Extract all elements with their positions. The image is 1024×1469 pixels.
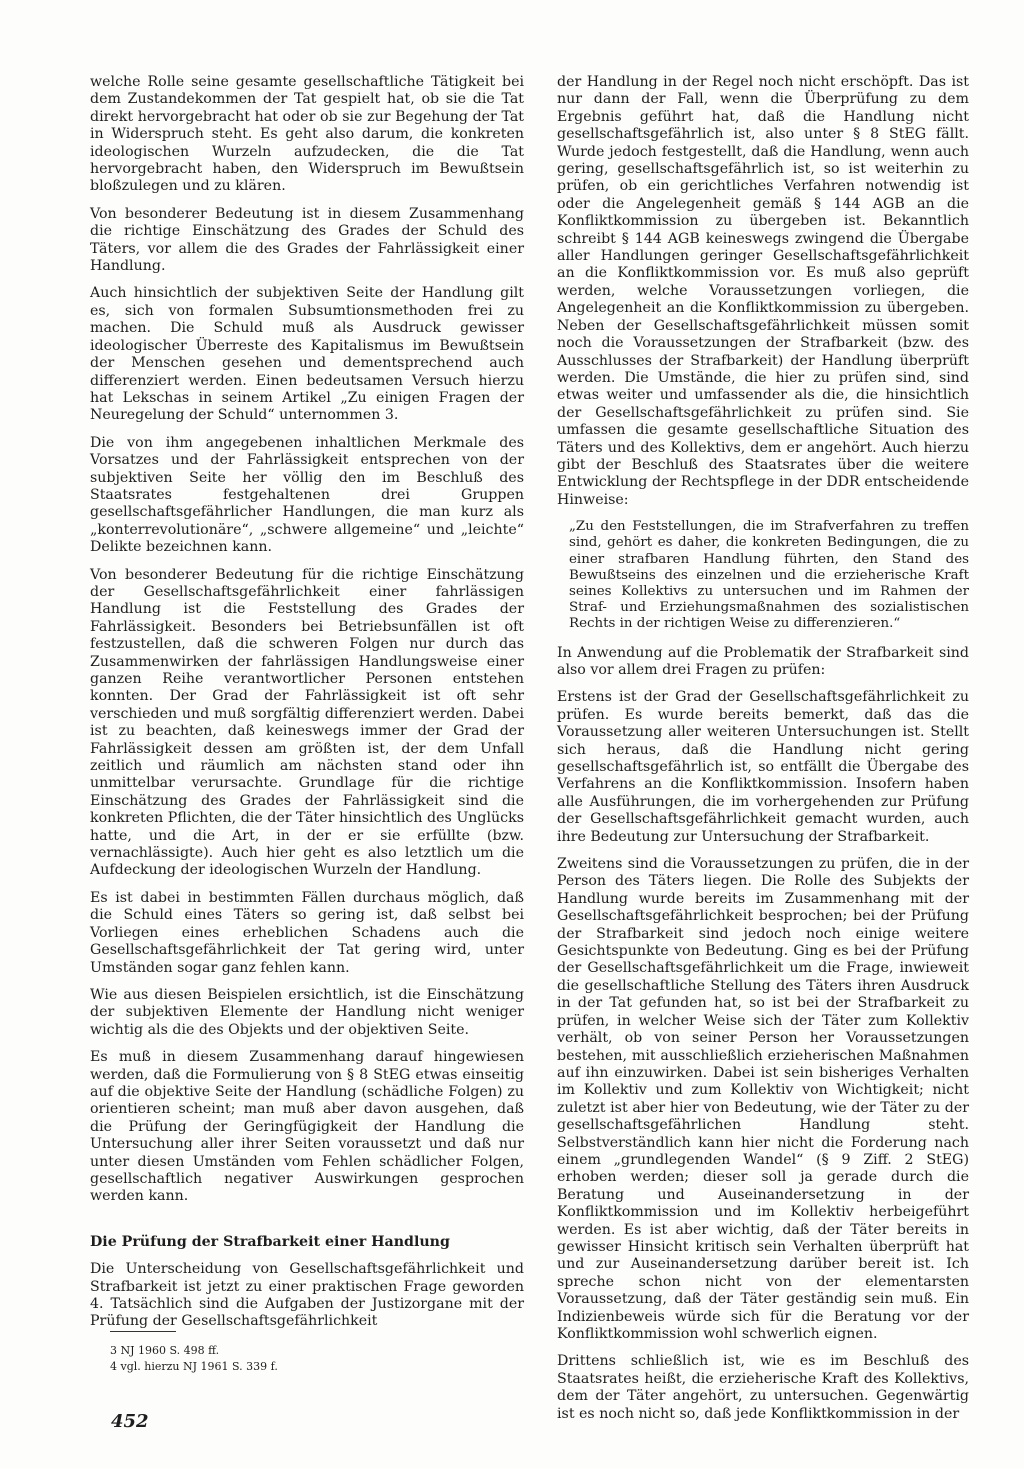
paragraph: der Handlung in der Regel noch nicht erschöpft. Das ist nur dann der Fall, wenn die Überprüfung zu dem Ergebnis geführt hat, daß die Handlung nicht gesellschaftsgefährlich ist, also unter § 8 StEG fällt. Wurde jedoch festgestellt, daß die Handlung, wenn auch gering, gesellschaftsgefährlich ist, so ist weiterhin zu prüfen, ob ein gerichtliches Verfahren notwendig ist oder die Angelegenheit gemäß § 144 AGB an die Konfliktkommission zu übergeben ist. Bekanntlich schreibt § 144 AGB keineswegs zwingend die Übergabe aller Handlungen geringer Gesellschaftsgefährlichkeit an die Konfliktkommission vor. Es muß also geprüft werden, welche Voraussetzungen vorliegen, die Angelegenheit an die Konfliktkommission zu übergeben. Neben der Gesellschaftsgefährlichkeit müssen somit noch die Voraussetzungen der Strafbarkeit (bzw. des Ausschlusses der Strafbarkeit) der Handlung überprüft werden. Die Umstände, die hier zu prüfen sind, sind etwas weiter und umfassender als die, die hinsichtlich der Gesellschaftsgefährlichkeit zu prüfen sind. Sie umfassen die gesamte gesellschaftliche Situation des Täters und des Kollektivs, dem er angehört. Auch hierzu gibt der Beschluß des Staatsrates über die weitere Entwicklung der Rechtspflege in der DDR entscheidende Hinweise: [557,74,969,508]
paragraph: Von besonderer Bedeutung für die richtige Einschätzung der Gesellschaftsgefährlichkeit einer fahrlässigen Handlung ist die Feststellung des Grades der Fahrlässigkeit. Besonders bei Betriebsunfällen ist oft festzustellen, daß die schweren Folgen nur durch das Zusammenwirken der fahrlässigen Handlungsweise einer ganzen Reihe verantwortlicher Personen entstehen konnten. Der Grad der Fahrlässigkeit ist oft sehr verschieden und muß sorgfältig differenziert werden. Dabei ist zu beachten, daß keineswegs immer der Grad der Fahrlässigkeit dessen am größten ist, der dem Unfall zeitlich und räumlich am nächsten stand oder ihn unmittelbar verursachte. Grundlage für die richtige Einschätzung des Grades der Fahrlässigkeit sind die konkreten Pflichten, die der Täter hinsichtlich des Unglücks hatte, und die Art, in der er sie erfüllte (bzw. vernachlässigte). Auch hier geht es also letztlich um die Aufdeckung der ideologischen Wurzeln der Handlung. [90,566,524,879]
left-column [90,74,524,1341]
footnote: 3 NJ 1960 S. 498 ff. [110,1344,220,1357]
paragraph: Es muß in diesem Zusammenhang darauf hingewiesen werden, daß die Formulierung von § 8 StEG etwas einseitig auf die objektive Seite der Handlung (schädliche Folgen) zu orientieren scheint; man muß aber davon ausgehen, daß die Prüfung der Geringfügigkeit der Handlung die Untersuchung aller ihrer Seiten voraussetzt und daß nur unter diesen Umständen vom Fehlen schädlicher Folgen, gesellschaftlich negativer Auswirkungen gesprochen werden kann. [90,1049,524,1205]
page-number: 452 [111,1411,149,1432]
paragraph: Die Unterscheidung von Gesellschaftsgefährlichkeit und Strafbarkeit ist jetzt zu einer praktischen Frage geworden 4. Tatsächlich sind die Aufgaben der Justizorgane mit der Prüfung der Gesellschaftsgefährlichkeit [90,1261,524,1330]
paragraph: In Anwendung auf die Problematik der Strafbarkeit sind also vor allem drei Fragen zu prüfen: [557,644,969,678]
footnote: 4 vgl. hierzu NJ 1961 S. 339 f. [110,1360,278,1373]
paragraph: Es ist dabei in bestimmten Fällen durchaus möglich, daß die Schuld eines Täters so gering ist, daß selbst bei Vorliegen eines erheblichen Schadens auch die Gesellschaftsgefährlichkeit der Tat gering wird, unter Umständen sogar ganz fehlen kann. [90,889,524,976]
paragraph: Die von ihm angegebenen inhaltlichen Merkmale des Vorsatzes und der Fahrlässigkeit entsprechen von der subjektiven Seite her völlig den im Beschluß des Staatsrates festgehaltenen drei Gruppen gesellschaftsgefährlicher Handlungen, die man kurz als „konterrevolutionäre“, „schwere allgemeine“ und „leichte“ Delikte bezeichnen kann. [90,434,524,556]
right-column [557,74,969,1433]
footnote-divider [110,1331,176,1332]
footnotes [110,1343,410,1375]
paragraph: Von besonderer Bedeutung ist in diesem Zusammenhang die richtige Einschätzung des Grades der Schuld des Täters, vor allem die des Grades der Fahrlässigkeit einer Handlung. [90,205,524,275]
paragraph: Drittens schließlich ist, wie es im Beschluß des Staatsrates heißt, die erzieherische Kraft des Kollektivs, dem der Täter angehört, zu untersuchen. Gegenwärtig ist es noch nicht so, daß jede Konfliktkommission in der [557,1353,969,1422]
paragraph: Erstens ist der Grad der Gesellschaftsgefährlichkeit zu prüfen. Es wurde bereits bemerkt, daß das die Voraussetzung aller weiteren Untersuchungen ist. Stellt sich heraus, daß die Handlung nicht gering gesellschaftsgefährlich ist, so entfällt die Übergabe des Verfahrens an die Konfliktkommission. Insofern haben alle Ausführungen, die im vorhergehenden zur Prüfung der Gesellschaftsgefährlichkeit gemacht wurden, auch ihre Bedeutung zur Untersuchung der Strafbarkeit. [557,689,969,845]
paragraph: Auch hinsichtlich der subjektiven Seite der Handlung gilt es, sich von formalen Subsumtionsmethoden frei zu machen. Die Schuld muß als Ausdruck gewisser ideologischer Überreste des Kapitalismus im Bewußtsein der Menschen gesehen und dementsprechend auch differenziert werden. Einen bedeutsamen Versuch hierzu hat Lekschas in seinem Artikel „Zu einigen Fragen der Neuregelung der Schuld“ unternommen 3. [90,285,524,424]
paragraph: welche Rolle seine gesamte gesellschaftliche Tätigkeit bei dem Zustandekommen der Tat gespielt hat, ob sie die Tat direkt hervorgebracht hat oder ob sie zur Begehung der Tat in Widerspruch steht. Es geht also darum, die konkreten ideologischen Wurzeln aufzudecken, die die Tat hervorgebracht haben, den Widerspruch im Bewußtsein bloßzulegen und zu klären. [90,74,524,195]
block-quote: „Zu den Feststellungen, die im Strafverfahren zu treffen sind, gehört es daher, die konkreten Bedingungen, die zu einer strafbaren Handlung führten, den Stand des Bewußtseins des einzelnen und die erzieherische Kraft seines Kollektivs zu untersuchen und im Rahmen der Straf- und Erziehungsmaßnahmen des sozialistischen Rechts in der richtigen Weise zu differenzieren.“ [569,519,969,632]
paragraph: Zweitens sind die Voraussetzungen zu prüfen, die in der Person des Täters liegen. Die Rolle des Subjekts der Handlung wurde bereits im Zusammenhang mit der Gesellschaftsgefährlichkeit besprochen; bei der Prüfung der Strafbarkeit sind jedoch noch einige weitere Gesichtspunkte von Bedeutung. Ging es bei der Prüfung der Gesellschaftsgefährlichkeit um die Frage, inwieweit die gesellschaftliche Stellung des Täters ihren Ausdruck in der Tat gefunden hat, so ist bei der Strafbarkeit zu prüfen, in welcher Weise sich der Täter zum Kollektiv verhält, ob von seiner Person her Voraussetzungen bestehen, mit ausschließlich erzieherischen Maßnahmen auf ihn einzuwirken. Dabei ist sein bisheriges Verhalten im Kollektiv und zum Kollektiv von Wichtigkeit; nicht zuletzt ist aber hier von Bedeutung, wie der Täter zu der gesellschaftsgefährlichen Handlung steht. Selbstverständlich kann hier nicht die Forderung nach einem „grundlegenden Wandel“ (§ 9 Ziff. 2 StEG) erhoben werden; dieser soll ja gerade durch die Beratung und Auseinandersetzung in der Konfliktkommission und im Kollektiv herbeigeführt werden. Es ist aber wichtig, daß der Täter bereits in gewisser Hinsicht kritisch sein Verhalten überprüft hat und zur Auseinandersetzung darüber bereit ist. Ich spreche schon nicht von der elementarsten Voraussetzung, daß der Täter geständig sein muß. Ein Indizienbeweis würde sich für die Beratung vor der Konfliktkommission wohl schwerlich eignen. [557,856,969,1343]
section-heading: Die Prüfung der Strafbarkeit einer Handlung [90,1233,450,1250]
paragraph: Wie aus diesen Beispielen ersichtlich, ist die Einschätzung der subjektiven Elemente der Handlung nicht weniger wichtig als die des Objekts und der objektiven Seite. [90,986,524,1038]
